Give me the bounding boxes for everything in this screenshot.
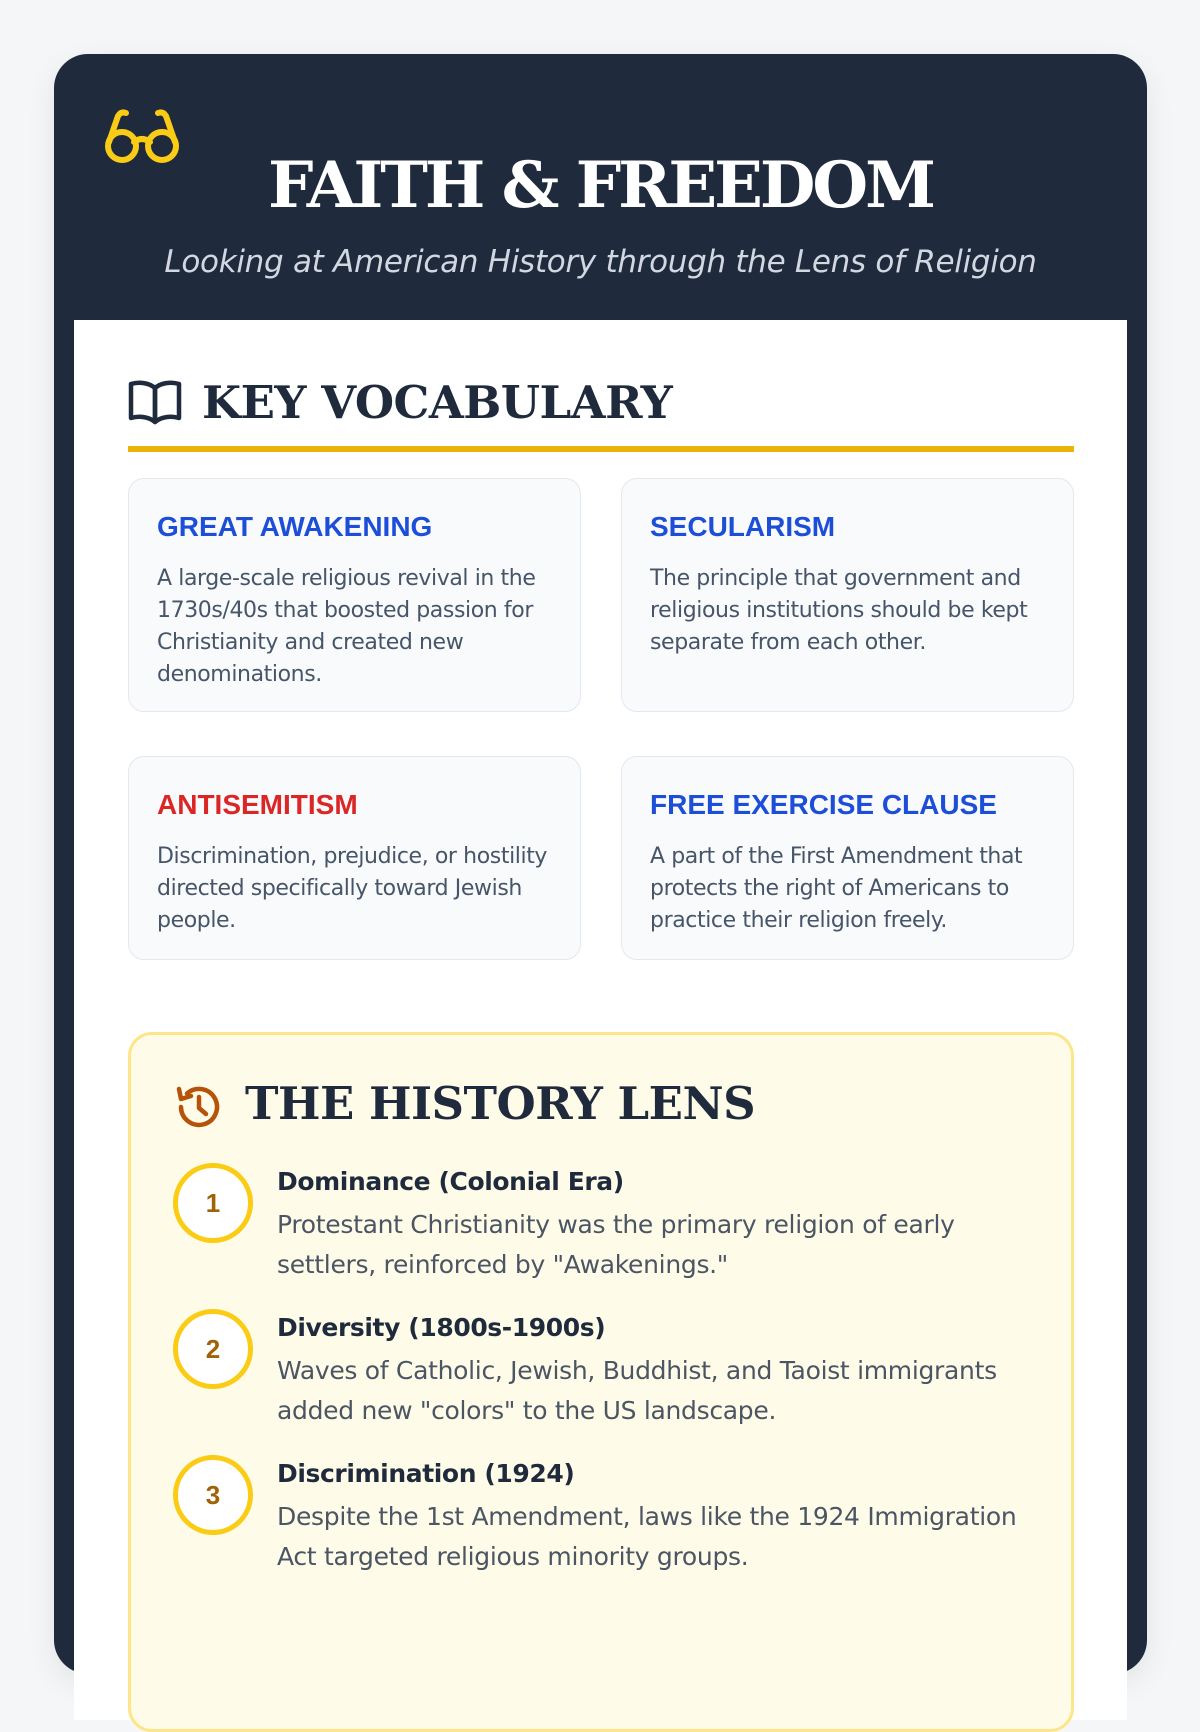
step-heading: Diversity (1800s-1900s): [277, 1313, 606, 1342]
vocabulary-header: [128, 378, 1074, 452]
vocab-term: GREAT AWAKENING: [157, 511, 433, 542]
step-heading: Discrimination (1924): [277, 1459, 575, 1488]
step-number-badge: 3: [173, 1455, 253, 1535]
history-lens-box: [128, 1032, 1074, 1732]
vocab-definition: A part of the First Amendment that protects the right of Americans to practice their religion freely.: [650, 844, 1023, 933]
vocab-card: [621, 478, 1074, 712]
step-heading: Dominance (Colonial Era): [277, 1167, 624, 1196]
step-body: Despite the 1st Amendment, laws like the 1924 Immigration Act targeted religious minority groups.: [277, 1502, 1017, 1571]
vocab-card: [128, 478, 581, 712]
history-clock-icon: [175, 1083, 223, 1131]
step-body: Protestant Christianity was the primary religion of early settlers, reinforced by "Awakenings.": [277, 1210, 955, 1279]
poster-frame: [54, 54, 1147, 1674]
vocab-term: SECULARISM: [650, 511, 836, 542]
step-number-badge: 1: [173, 1163, 253, 1243]
vocab-definition: Discrimination, prejudice, or hostility directed specifically toward Jewish people.: [157, 844, 548, 933]
vocab-card: [621, 756, 1074, 960]
content-panel: [74, 320, 1127, 1720]
history-lens-title: THE HISTORY LENS: [245, 1077, 756, 1130]
header: [74, 74, 1127, 320]
vocab-term: ANTISEMITISM: [157, 789, 358, 820]
vocab-card: [128, 756, 581, 960]
vocab-definition: A large-scale religious revival in the 1730s/40s that boosted passion for Christianity and created new denominations.: [157, 566, 536, 687]
vocab-term: FREE EXERCISE CLAUSE: [650, 789, 997, 820]
vocab-definition: The principle that government and religious institutions should be kept separate from each other.: [650, 566, 1028, 655]
page-subtitle: Looking at American History through the Lens of Religion: [164, 244, 1037, 280]
step-body: Waves of Catholic, Jewish, Buddhist, and Taoist immigrants added new "colors" to the US landscape.: [277, 1356, 997, 1425]
vocabulary-title: KEY VOCABULARY: [202, 376, 673, 429]
book-open-icon: [128, 378, 182, 426]
page-title: FAITH & FREEDOM: [268, 148, 933, 223]
step-number-badge: 2: [173, 1309, 253, 1389]
